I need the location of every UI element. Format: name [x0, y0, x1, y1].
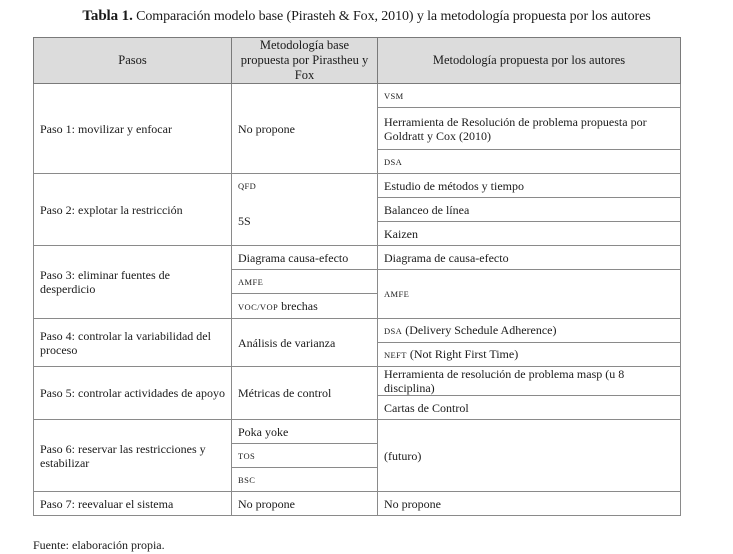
step-3-base-1: Diagrama causa-efecto — [232, 246, 378, 270]
step-4-prop-1-abbr: DSA — [384, 326, 403, 336]
step-7-prop: No propone — [378, 492, 681, 516]
step-3-base-2: AMFE — [232, 270, 378, 294]
step-4-prop-2 — [378, 343, 681, 367]
step-4-prop-1 — [378, 319, 681, 343]
step-6-prop: (futuro) — [378, 420, 681, 492]
table-row — [34, 174, 681, 198]
step-1-prop-1: VSM — [378, 84, 681, 108]
step-5-prop-2: Cartas de Control — [378, 396, 681, 420]
table-row — [34, 246, 681, 270]
step-7-label: Paso 7: reevaluar el sistema — [34, 492, 232, 516]
step-4-prop-2-abbr: NEFT — [384, 350, 407, 360]
caption-text: Comparación modelo base (Pirasteh & Fox, 2010) y la metodología propuesta por los autores — [136, 9, 651, 24]
step-5-prop-1: Herramienta de resolución de problema masp (u 8 disciplina) — [378, 367, 681, 396]
step-1-base: No propone — [232, 84, 378, 174]
step-3-label: Paso 3: eliminar fuentes de desperdicio — [34, 246, 232, 319]
step-4-prop-2-text: (Not Right First Time) — [409, 347, 519, 361]
step-4-base: Análisis de varianza — [232, 319, 378, 367]
step-2-base-1: QFD — [232, 174, 378, 198]
step-2-prop-2: Balanceo de línea — [378, 198, 681, 222]
step-5-label: Paso 5: controlar actividades de apoyo — [34, 367, 232, 420]
comparison-table — [33, 37, 681, 516]
table-source-note: Fuente: elaboración propia. — [33, 538, 165, 552]
table-caption — [0, 8, 733, 25]
step-6-base-2: TOS — [232, 444, 378, 468]
table-row — [34, 492, 681, 516]
step-4-label: Paso 4: controlar la variabilidad del proceso — [34, 319, 232, 367]
step-3-prop-2: AMFE — [378, 270, 681, 319]
header-row — [34, 38, 681, 84]
step-3-prop-1: Diagrama de causa-efecto — [378, 246, 681, 270]
header-base: Metodología base propuesta por Pirastheu y Fox — [232, 38, 378, 84]
step-2-prop-1: Estudio de métodos y tiempo — [378, 174, 681, 198]
table-row — [34, 319, 681, 343]
table-row — [34, 84, 681, 108]
step-4-prop-1-text: (Delivery Schedule Adherence) — [405, 323, 557, 337]
step-1-prop-2: Herramienta de Resolución de problema propuesta por Goldratt y Cox (2010) — [378, 108, 681, 150]
step-2-label: Paso 2: explotar la restricción — [34, 174, 232, 246]
step-6-label: Paso 6: reservar las restricciones y estabilizar — [34, 420, 232, 492]
step-3-base-3 — [232, 294, 378, 319]
step-5-base: Métricas de control — [232, 367, 378, 420]
step-3-base-3-text: brechas — [281, 298, 318, 313]
step-6-base-1: Poka yoke — [232, 420, 378, 444]
table-row — [34, 367, 681, 396]
step-7-base: No propone — [232, 492, 378, 516]
header-pasos: Pasos — [34, 38, 232, 84]
step-1-label: Paso 1: movilizar y enfocar — [34, 84, 232, 174]
caption-label: Tabla 1. — [82, 8, 133, 24]
step-6-base-3: BSC — [232, 468, 378, 492]
step-3-base-3-abbr: VOC/VOP — [238, 301, 279, 312]
header-propuesta: Metodología propuesta por los autores — [378, 38, 681, 84]
table-row — [34, 420, 681, 444]
step-1-prop-3: DSA — [378, 150, 681, 174]
step-2-base-2: 5S — [232, 198, 378, 246]
step-2-prop-3: Kaizen — [378, 222, 681, 246]
